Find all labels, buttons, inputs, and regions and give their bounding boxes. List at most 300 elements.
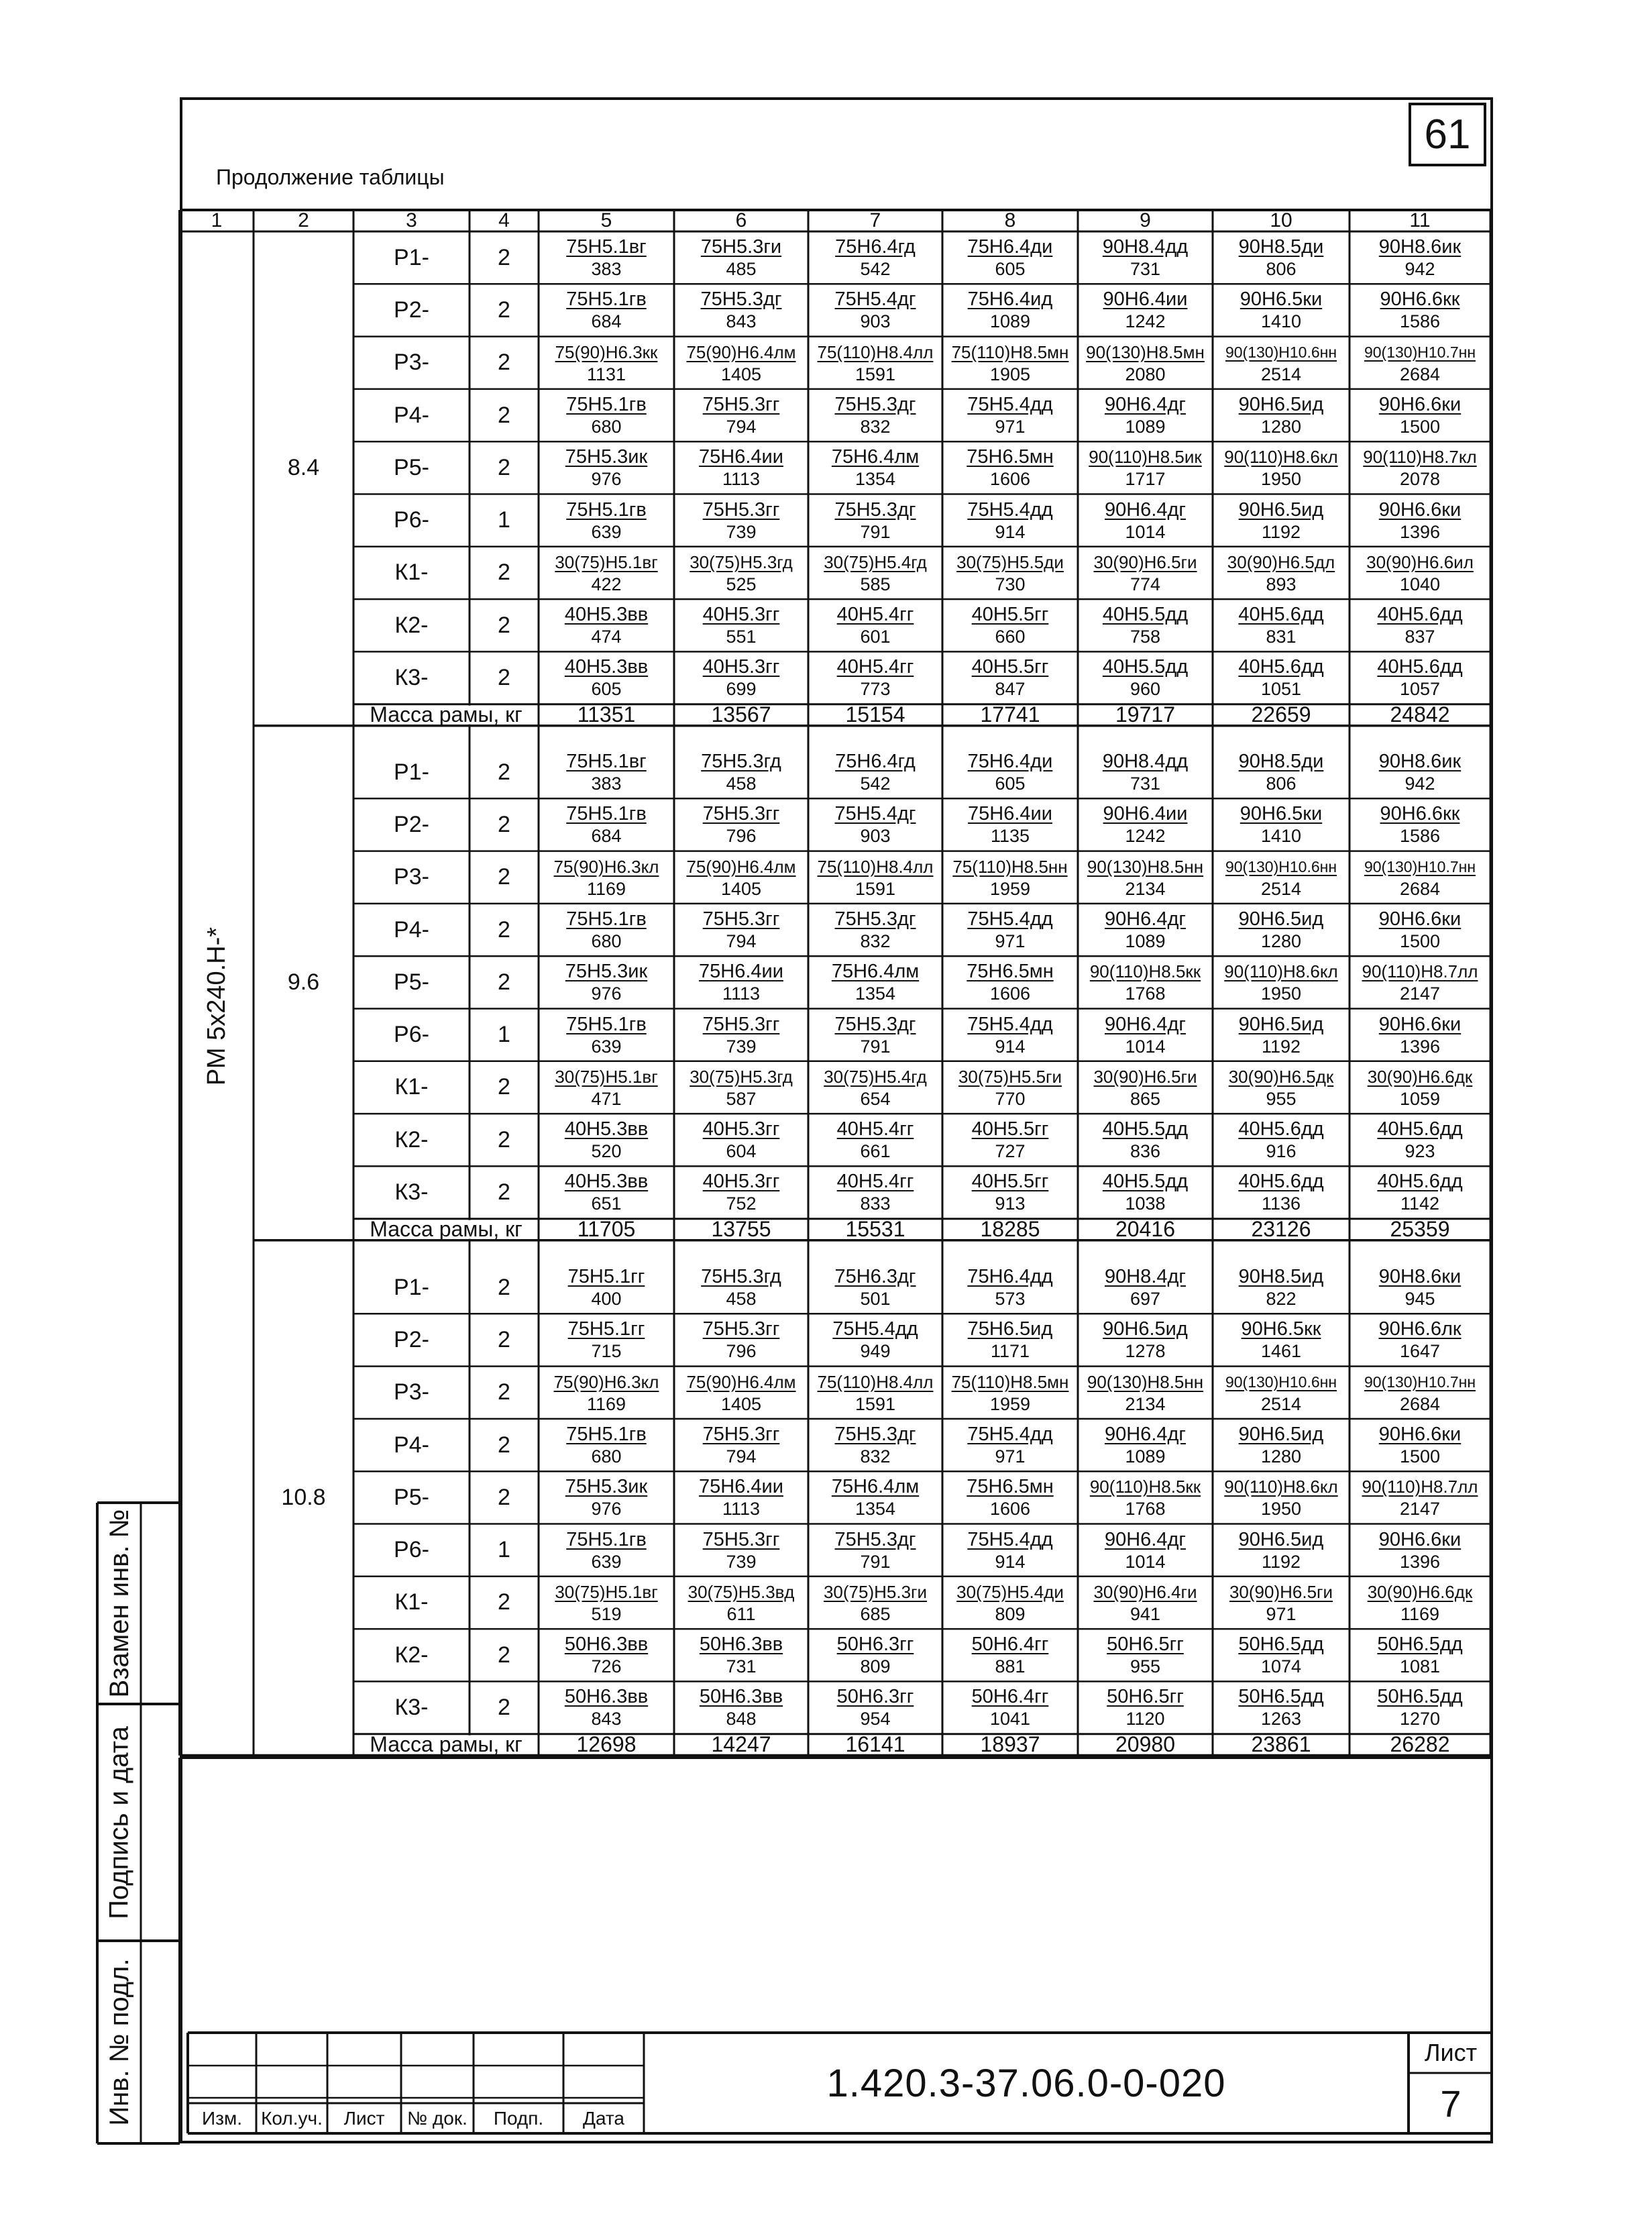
mark-cell [808, 1170, 942, 1217]
mark-code: 90Н8.6ки [1378, 1266, 1462, 1287]
mark-mass: 519 [591, 1603, 622, 1624]
mark-mass: 1950 [1260, 983, 1302, 1004]
mark-code: 90Н6.6ки [1378, 393, 1462, 415]
mark-code: 75Н5.3гг [702, 1528, 780, 1550]
mark-cell [1350, 1685, 1490, 1732]
mark-mass: 913 [995, 1193, 1026, 1214]
mark-code: 75Н5.4дд [967, 908, 1053, 930]
mark-code: 40Н5.3гг [702, 656, 780, 678]
mark-code: 90Н6.4дг [1104, 1423, 1186, 1445]
mark-mass: 865 [1130, 1088, 1161, 1109]
mark-cell [1213, 1065, 1350, 1112]
mark-mass: 914 [995, 521, 1026, 542]
mark-code: 50Н6.5дд [1377, 1634, 1463, 1656]
mark-mass: 1113 [722, 983, 761, 1004]
mark-mass: 573 [995, 1289, 1026, 1309]
mark-code: 30(75)Н5.1вг [555, 1581, 658, 1602]
mark-mass: 791 [860, 521, 891, 542]
mark-mass: 806 [1266, 774, 1297, 794]
mark-cell [539, 603, 674, 650]
mark-mass: 1280 [1260, 930, 1302, 951]
mark-code: 75Н5.4дд [967, 1423, 1053, 1445]
element-name: Р2- [394, 1326, 429, 1352]
mark-mass: 654 [860, 1088, 891, 1109]
mark-cell [1078, 445, 1213, 492]
mark-mass: 1959 [989, 1393, 1031, 1414]
mark-code: 75Н5.3ги [700, 236, 782, 258]
mark-cell [808, 1118, 942, 1165]
mark-cell [1350, 1265, 1490, 1312]
mark-code: 75Н6.5мн [967, 1476, 1054, 1498]
mark-cell [539, 908, 674, 955]
mass-value: 20980 [1115, 1732, 1175, 1757]
mark-mass: 914 [995, 1036, 1026, 1057]
mark-cell [808, 288, 942, 335]
mark-cell [1078, 1065, 1213, 1112]
mark-code: 75Н6.4ии [699, 446, 783, 468]
mark-cell [674, 1013, 808, 1060]
mark-code: 90(130)Н10.7нн [1364, 343, 1476, 361]
mark-code: 40Н5.6дд [1377, 604, 1463, 626]
mark-code: 90(110)Н8.5ик [1089, 447, 1202, 468]
mark-mass: 611 [726, 1603, 756, 1624]
mark-cell [808, 1633, 942, 1680]
mark-code: 90Н6.4ии [1103, 288, 1188, 311]
element-quantity: 2 [498, 560, 510, 586]
mark-mass: 1171 [990, 1341, 1030, 1362]
mark-cell [1350, 1423, 1490, 1470]
mark-cell [1213, 235, 1350, 282]
element-name: К3- [394, 1179, 429, 1206]
table-name-vertical: РМ 5х240.Н-* [203, 926, 231, 1086]
mark-cell [674, 960, 808, 1007]
mark-code: 40Н5.5гг [971, 604, 1049, 626]
mark-cell [942, 960, 1078, 1007]
mark-code: 90Н6.6ки [1378, 908, 1462, 930]
mark-cell [942, 855, 1078, 902]
mark-mass: 585 [860, 574, 891, 594]
mark-code: 75Н5.3гг [702, 803, 780, 825]
mark-code: 75Н5.3ик [565, 961, 648, 983]
mark-code: 30(75)Н5.4ди [956, 1581, 1064, 1602]
element-name: К1- [394, 1074, 429, 1100]
mark-mass: 587 [726, 1088, 757, 1109]
mass-value: 15531 [845, 1217, 905, 1242]
mark-mass: 383 [591, 774, 622, 794]
element-name: Р4- [394, 402, 429, 428]
mark-mass: 1081 [1399, 1656, 1441, 1677]
mark-cell [1078, 1371, 1213, 1418]
mark-cell [674, 235, 808, 282]
mark-code: 40Н5.6дд [1377, 1171, 1463, 1193]
mark-cell [808, 802, 942, 849]
mark-code: 90(130)Н10.6нн [1225, 857, 1337, 875]
mark-mass: 1242 [1125, 826, 1166, 847]
mark-code: 75Н5.3дг [834, 1528, 916, 1550]
mark-cell [1350, 235, 1490, 282]
mark-mass: 976 [591, 1499, 622, 1520]
mark-cell [1078, 855, 1213, 902]
mass-value: 13567 [711, 702, 771, 727]
document-number: 1.420.3-37.06.0-0-020 [826, 2061, 1226, 2105]
mark-mass: 809 [995, 1603, 1026, 1624]
mark-code: 50Н6.5гг [1107, 1686, 1184, 1708]
mark-cell [1078, 1013, 1213, 1060]
column-header: 9 [1140, 209, 1151, 231]
mark-cell [1078, 1685, 1213, 1732]
mark-code: 30(90)Н6.6дк [1367, 1581, 1473, 1602]
element-quantity: 2 [498, 350, 510, 376]
mark-cell [1350, 1065, 1490, 1112]
mark-mass: 1089 [989, 311, 1031, 332]
mark-cell [539, 1633, 674, 1680]
mark-cell [1350, 655, 1490, 702]
mark-cell [674, 1118, 808, 1165]
mark-cell [674, 750, 808, 797]
mark-mass: 1192 [1261, 521, 1301, 542]
mass-value: 20416 [1115, 1217, 1175, 1242]
mass-row-label: Масса рамы, кг [370, 702, 522, 727]
mark-cell [1213, 1475, 1350, 1522]
mark-code: 75Н5.3дг [700, 288, 782, 311]
mark-code: 75(90)Н6.4лм [686, 856, 796, 877]
mark-cell [808, 235, 942, 282]
mark-code: 75Н5.3дг [834, 498, 916, 521]
mark-mass: 1169 [586, 878, 626, 899]
mark-mass: 1059 [1399, 1088, 1441, 1109]
mass-value: 26282 [1390, 1732, 1450, 1757]
mark-cell [674, 1475, 808, 1522]
mark-cell [674, 1423, 808, 1470]
mass-value: 14247 [711, 1732, 771, 1757]
element-name: К1- [394, 1589, 429, 1615]
column-header: 3 [406, 209, 417, 231]
mark-code: 75Н5.1гг [567, 1318, 645, 1340]
mark-mass: 2078 [1399, 469, 1441, 490]
mark-mass: 501 [860, 1289, 891, 1309]
element-name: Р5- [394, 969, 429, 995]
mark-code: 90(130)Н8.5нн [1087, 1371, 1204, 1392]
mark-code: 75(110)Н8.5мн [951, 341, 1069, 362]
mark-cell [1078, 655, 1213, 702]
mark-code: 75(90)Н6.3кл [553, 856, 659, 877]
mark-mass: 731 [726, 1656, 757, 1677]
mark-code: 50Н6.4гг [971, 1686, 1049, 1708]
mark-mass: 1500 [1399, 930, 1441, 951]
mark-cell [942, 341, 1078, 388]
mark-code: 75Н5.3дг [834, 1423, 916, 1445]
mark-cell [1350, 551, 1490, 598]
mark-mass: 1169 [586, 1393, 626, 1414]
column-header: 2 [298, 209, 309, 231]
mark-code: 30(75)Н5.3гд [690, 551, 793, 572]
mark-cell [1078, 235, 1213, 282]
mark-cell [1213, 1423, 1350, 1470]
mark-mass: 731 [1130, 774, 1161, 794]
mark-code: 90Н8.5ди [1238, 751, 1324, 772]
mark-code: 90Н6.5ки [1240, 288, 1323, 311]
mark-code: 90Н8.6ик [1378, 751, 1462, 772]
mark-code: 75Н5.3гг [702, 1318, 780, 1340]
mark-code: 90Н6.6ки [1378, 1013, 1462, 1035]
mark-code: 75Н5.4дд [967, 498, 1053, 521]
mark-mass: 471 [591, 1088, 622, 1109]
mark-mass: 893 [1266, 574, 1297, 594]
mark-code: 90Н6.5ид [1238, 1013, 1324, 1035]
mark-cell [808, 393, 942, 440]
mark-cell [1350, 341, 1490, 388]
mark-cell [1350, 1118, 1490, 1165]
mark-mass: 2684 [1399, 878, 1441, 899]
column-header: 11 [1409, 209, 1431, 231]
element-quantity: 2 [498, 297, 510, 323]
element-quantity: 2 [498, 811, 510, 837]
mark-mass: 1591 [855, 1393, 896, 1414]
mark-code: 75Н6.4лм [831, 446, 920, 468]
mark-cell [1078, 960, 1213, 1007]
mark-code: 40Н5.5гг [971, 656, 1049, 678]
mark-code: 90Н6.5ид [1238, 908, 1324, 930]
mark-mass: 832 [860, 416, 891, 437]
mark-code: 75Н6.3дг [834, 1266, 916, 1287]
mark-mass: 639 [591, 1036, 622, 1057]
element-quantity: 1 [498, 1537, 510, 1563]
mark-code: 75Н5.3гд [701, 751, 781, 772]
element-quantity: 2 [498, 1589, 510, 1615]
mark-cell [942, 1371, 1078, 1418]
mark-cell [674, 603, 808, 650]
mark-mass: 1768 [1125, 983, 1166, 1004]
element-name: Р1- [394, 244, 429, 270]
mark-code: 75(110)Н8.4лл [817, 341, 934, 362]
mark-cell [808, 1528, 942, 1575]
mark-mass: 739 [726, 1551, 757, 1572]
mark-code: 75Н6.5мн [967, 961, 1054, 983]
mark-mass: 954 [860, 1709, 891, 1729]
mark-code: 30(90)Н6.4ги [1093, 1581, 1197, 1602]
element-quantity: 2 [498, 1126, 510, 1153]
mark-code: 30(90)Н6.5дк [1228, 1066, 1334, 1087]
mark-mass: 949 [860, 1341, 891, 1362]
mass-value: 11705 [577, 1217, 636, 1242]
mark-cell [942, 1118, 1078, 1165]
mark-cell [1350, 498, 1490, 545]
mark-cell [1350, 445, 1490, 492]
mark-mass: 1950 [1260, 469, 1302, 490]
mark-code: 90(110)Н8.5кк [1089, 1477, 1201, 1497]
mark-code: 75(90)Н6.3кл [553, 1371, 659, 1392]
mark-mass: 715 [591, 1341, 622, 1362]
mark-mass: 1410 [1260, 826, 1302, 847]
mark-mass: 1278 [1125, 1341, 1166, 1362]
element-quantity: 1 [498, 1022, 510, 1048]
mark-mass: 2147 [1399, 983, 1441, 1004]
mark-mass: 774 [1130, 574, 1161, 594]
mark-code: 75(110)Н8.5мн [951, 1371, 1069, 1392]
mass-row-label: Масса рамы, кг [370, 1732, 522, 1757]
mark-mass: 1142 [1400, 1193, 1440, 1214]
sheet-number: 7 [1440, 2082, 1462, 2125]
mark-cell [1350, 750, 1490, 797]
mark-mass: 699 [726, 679, 757, 700]
mark-code: 90Н8.4дд [1102, 751, 1189, 772]
element-quantity: 2 [498, 402, 510, 428]
mark-mass: 1038 [1125, 1193, 1166, 1214]
mark-mass: 474 [591, 627, 622, 647]
mark-code: 90(110)Н8.5кк [1089, 961, 1201, 982]
mark-cell [1078, 1633, 1213, 1680]
mark-cell [1078, 1118, 1213, 1165]
mark-cell [539, 1685, 674, 1732]
mark-mass: 791 [860, 1036, 891, 1057]
mark-code: 90Н6.6кк [1380, 288, 1460, 311]
column-header: 10 [1270, 209, 1292, 231]
mark-cell [1213, 855, 1350, 902]
mark-cell [674, 908, 808, 955]
mark-code: 75Н6.4ди [967, 751, 1053, 772]
mark-code: 50Н6.3гг [836, 1686, 914, 1708]
mark-mass: 1263 [1260, 1709, 1302, 1729]
mark-mass: 542 [860, 259, 891, 279]
mark-mass: 1768 [1125, 1499, 1166, 1520]
mark-mass: 605 [591, 679, 622, 700]
mark-cell [1350, 1581, 1490, 1628]
mark-code: 75Н5.3гг [702, 1423, 780, 1445]
mark-mass: 551 [726, 627, 757, 647]
element-quantity: 2 [498, 969, 510, 995]
mark-cell [808, 498, 942, 545]
mark-cell [942, 1475, 1078, 1522]
mark-code: 75Н5.3дг [834, 908, 916, 930]
mark-cell [1350, 1475, 1490, 1522]
mark-mass: 1113 [722, 469, 761, 490]
mark-code: 40Н5.4гг [836, 656, 914, 678]
mark-cell [1213, 1581, 1350, 1628]
mark-mass: 752 [726, 1193, 757, 1214]
mark-cell [1213, 1118, 1350, 1165]
mark-code: 75Н6.5мн [967, 446, 1054, 468]
mark-mass: 1280 [1260, 1446, 1302, 1467]
title-block-header: № док. [407, 2107, 467, 2129]
mark-code: 75Н5.1гв [566, 498, 647, 521]
mark-cell [539, 960, 674, 1007]
mark-mass: 2080 [1125, 364, 1166, 384]
mark-cell [539, 393, 674, 440]
mark-mass: 605 [995, 774, 1026, 794]
mark-cell [942, 1528, 1078, 1575]
mark-code: 90Н6.5ид [1103, 1318, 1188, 1340]
mark-cell [539, 802, 674, 849]
mark-code: 90Н6.5ки [1240, 803, 1323, 825]
mark-mass: 1120 [1125, 1709, 1165, 1729]
mark-mass: 1135 [990, 826, 1030, 847]
mark-code: 75Н6.4лм [831, 1476, 920, 1498]
mark-cell [808, 1318, 942, 1365]
mark-code: 75Н5.4дд [967, 1013, 1053, 1035]
mark-mass: 639 [591, 1551, 622, 1572]
mark-cell [539, 655, 674, 702]
mark-mass: 881 [995, 1656, 1026, 1677]
mass-value: 18937 [980, 1732, 1040, 1757]
mark-code: 75Н5.3гг [702, 498, 780, 521]
mark-cell [1078, 1170, 1213, 1217]
mark-cell [942, 498, 1078, 545]
mass-value: 23861 [1251, 1732, 1311, 1757]
mark-code: 90Н6.4дг [1104, 1013, 1186, 1035]
mark-cell [1213, 1528, 1350, 1575]
mass-value: 13755 [711, 1217, 771, 1242]
mark-code: 40Н5.6дд [1238, 1118, 1324, 1140]
mark-code: 75Н6.4ии [699, 1476, 783, 1498]
mark-cell [1078, 393, 1213, 440]
mark-cell [539, 1265, 674, 1312]
mark-cell [674, 1528, 808, 1575]
element-name: Р5- [394, 454, 429, 480]
mark-cell [808, 1685, 942, 1732]
mark-code: 75Н5.1гв [566, 1423, 647, 1445]
element-quantity: 2 [498, 1484, 510, 1510]
element-quantity: 2 [498, 612, 510, 638]
mark-code: 75Н5.1вг [566, 751, 647, 772]
mark-mass: 697 [1130, 1289, 1161, 1309]
mark-cell [1213, 603, 1350, 650]
mark-cell [1213, 1685, 1350, 1732]
mark-cell [1213, 908, 1350, 955]
mark-cell [1213, 1170, 1350, 1217]
mass-value: 19717 [1115, 702, 1175, 727]
element-name: Р2- [394, 297, 429, 323]
mark-mass: 1113 [722, 1499, 761, 1520]
mark-mass: 832 [860, 1446, 891, 1467]
mark-mass: 837 [1405, 627, 1435, 647]
mark-code: 30(75)Н5.4гд [824, 1066, 927, 1087]
mark-mass: 773 [860, 679, 891, 700]
mark-cell [539, 1318, 674, 1365]
mark-cell [674, 341, 808, 388]
mark-cell [674, 288, 808, 335]
mass-value: 25359 [1390, 1217, 1450, 1242]
mark-mass: 542 [860, 774, 891, 794]
mark-cell [808, 1065, 942, 1112]
mark-code: 90Н6.4дг [1104, 393, 1186, 415]
mark-cell [1350, 1170, 1490, 1217]
mark-code: 30(90)Н6.6дк [1367, 1066, 1473, 1087]
mark-code: 30(90)Н6.5ги [1093, 1066, 1197, 1087]
mark-code: 30(90)Н6.5ги [1093, 551, 1197, 572]
mark-code: 75Н5.1вг [566, 236, 647, 258]
mark-mass: 791 [860, 1551, 891, 1572]
mark-code: 75Н5.3гд [701, 1266, 781, 1287]
mark-mass: 1405 [720, 1393, 762, 1414]
mark-cell [674, 1581, 808, 1628]
mark-cell [674, 1633, 808, 1680]
mark-mass: 822 [1266, 1289, 1297, 1309]
mark-code: 30(75)Н5.5ги [958, 1066, 1062, 1087]
mark-code: 75(110)Н8.4лл [817, 1371, 934, 1392]
mark-cell [1078, 1581, 1213, 1628]
mark-code: 40Н5.3вв [564, 604, 649, 626]
mark-code: 90Н6.6ки [1378, 498, 1462, 521]
mark-code: 90(110)Н8.6кл [1224, 1477, 1338, 1497]
mark-code: 30(75)Н5.3вд [687, 1581, 795, 1602]
mark-cell [808, 1265, 942, 1312]
mass-value: 24842 [1390, 702, 1450, 727]
element-name: К2- [394, 612, 429, 638]
mark-mass: 1606 [989, 469, 1031, 490]
mark-mass: 726 [591, 1656, 622, 1677]
mark-mass: 796 [726, 826, 757, 847]
mark-cell [942, 1170, 1078, 1217]
